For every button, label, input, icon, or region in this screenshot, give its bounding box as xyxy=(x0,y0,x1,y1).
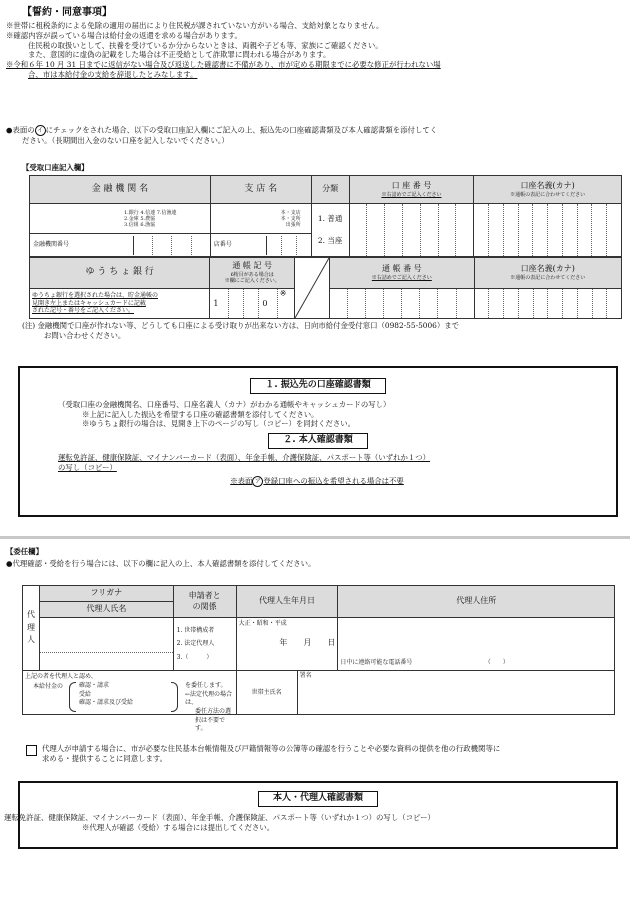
yucho-symbol-digit: 1 xyxy=(213,298,219,308)
account-section-title: 【受取口座記入欄】 xyxy=(22,163,89,172)
holder-header xyxy=(474,176,622,204)
doc-exemption-text: 登録口座への振込を希望される場合は不要 xyxy=(263,476,404,486)
yucho-number-header xyxy=(330,258,474,289)
oath-item: ※世帯に租税条約による免除の適用の届出により住民税が課されていない方がいる場合、支給対象となりません。 xyxy=(6,21,384,30)
category-header: 分類 xyxy=(311,176,349,204)
proxy-section-title: 【委任欄】 xyxy=(6,547,43,556)
consent-line: 代理人が申請する場合に、市が必要な住民基本台帳情報及び戸籍情報等の公簿等の確認を行うことや必要な資料の提供を他の行政機関等に xyxy=(42,744,501,753)
relation-option[interactable]: 3.（ ） xyxy=(176,653,213,661)
yucho-holder-header xyxy=(474,258,621,289)
relation-option[interactable]: 1. 世帯構成者 xyxy=(176,626,215,634)
yucho-desc-line: 見開き左上またはキャッシュカードに記載 xyxy=(32,299,146,307)
account-number-header xyxy=(349,176,474,204)
proxy-side-text: 代理人 xyxy=(26,609,35,645)
bank-name-header: 金 融 機 関 名 xyxy=(30,176,211,204)
doc-text-2 xyxy=(20,453,616,487)
delegation-text xyxy=(185,682,236,734)
bank-instruction-text: にチェックをされた場合、以下の受取口座記入欄にご記入の上、振込先の口座確認書類及び本人確認書類を添付してく xyxy=(45,125,438,135)
oath-title: 【誓約・同意事項】 xyxy=(22,7,112,18)
bank-code-label: 金融機関番号 xyxy=(33,241,70,249)
yucho-holder-note: ※通帳の表記に合わせてください xyxy=(510,275,586,282)
oath-item: 住民税の取扱いとして、扶養を受けているか分からないときは、両親や子ども等、家族にご確認ください。 xyxy=(28,40,383,50)
branch-name-header: 支 店 名 xyxy=(210,176,311,204)
delegation-label: 本給付金の xyxy=(33,683,64,690)
delegation-option[interactable]: 受給 xyxy=(79,690,92,698)
delegation-text-line: 委任方法の選択は不要です。 xyxy=(195,708,232,733)
doc-exemption-prefix: ※表面 xyxy=(230,476,253,486)
ymd-label: 年 月 日 xyxy=(279,637,336,647)
holder-input[interactable] xyxy=(474,204,622,257)
right-bracket xyxy=(171,682,178,712)
yucho-holder-input[interactable] xyxy=(474,288,621,319)
proxy-intro: ●代理確認・受給を行う場合には、以下の欄に記入の上、本人確認書類を添付してください。 xyxy=(6,559,316,568)
proxy-name-input[interactable] xyxy=(39,618,173,671)
yucho-number-note: ※右詰めでご記入ください xyxy=(371,275,432,282)
proxy-side-label xyxy=(23,586,40,671)
head-label: 世帯主氏名 xyxy=(237,671,298,714)
id-box-title: 本人・代理人確認書類 xyxy=(258,791,378,807)
consent-text xyxy=(42,744,622,764)
doc-title-1: １. 振込先の口座確認書類 xyxy=(250,378,386,394)
doc-text-1 xyxy=(20,400,616,429)
furigana-header: フリガナ xyxy=(39,586,173,602)
oath-deadline-cont: 合、市は本給付金の支給を辞退したとみなします。 xyxy=(28,69,198,79)
yucho-holder-label: 口座名義(カナ) xyxy=(520,264,575,274)
delegation-cell xyxy=(23,671,237,733)
oath-item: また、意図的に虚偽の記載をした場合は不正受給として詐欺罪に問われる場合があります。 xyxy=(28,50,331,60)
head-of-household-cell xyxy=(236,671,614,715)
yucho-desc-line: された記号・番号をご記入ください。 xyxy=(32,307,135,314)
doc-text-line: の写し（コピー） xyxy=(58,462,117,472)
account-note xyxy=(22,321,622,341)
delegation-text-line: を委任します。 xyxy=(185,682,227,689)
yucho-symbol-label: 通 帳 記 号 xyxy=(232,261,273,271)
account-note-line: お問い合わせください。 xyxy=(44,330,126,340)
era-options[interactable]: 大正・昭和・平成 xyxy=(238,620,287,627)
category-checking[interactable]: 2. 当座 xyxy=(317,236,343,245)
yucho-number-label: 通 帳 番 号 xyxy=(381,264,422,274)
holder-label: 口座名義(カナ) xyxy=(520,181,575,191)
relation-option[interactable]: 2. 法定代理人 xyxy=(176,640,215,648)
yucho-divider xyxy=(295,258,330,319)
relation-header xyxy=(173,586,236,618)
birthdate-input[interactable] xyxy=(236,618,338,671)
yucho-description xyxy=(30,288,210,319)
yucho-desc-line: ゆうちょ銀行を選択された場合は、貯金通帳の xyxy=(32,292,159,299)
id-documents-box xyxy=(4,781,618,849)
account-note-line: (注) 金融機関で口座が作れない等、どうしても口座による受け取りが出来ない方は、日向市給付金受付窓口（0982-55-5006）まで xyxy=(22,321,460,330)
delegation-intro: 上記の者を代理人と認め、 xyxy=(25,673,97,680)
address-header: 代理人住所 xyxy=(338,586,615,618)
yucho-title: ゆ う ち ょ 銀 行 xyxy=(30,258,210,289)
documents-box xyxy=(18,366,618,517)
signature-label: 署名 xyxy=(299,672,312,679)
relation-header-line: 申請者と xyxy=(188,590,221,600)
relation-header-line: の関係 xyxy=(192,601,217,611)
diagonal-slash xyxy=(295,258,329,318)
branch-type: 本・支所 xyxy=(280,215,301,222)
yucho-symbol-header xyxy=(210,258,295,289)
proxy-name-header: 代理人氏名 xyxy=(39,602,173,618)
branch-code-field[interactable] xyxy=(210,234,311,257)
id-box-note: ※代理人が確認（受給）する場合には提出してください。 xyxy=(82,822,275,832)
account-number-input[interactable] xyxy=(349,204,474,257)
address-input[interactable] xyxy=(338,618,615,671)
head-signature-input[interactable] xyxy=(298,671,614,714)
mark-i: イ xyxy=(35,125,46,136)
branch-code-label: 店番号 xyxy=(213,241,232,249)
doc-exemption-note xyxy=(58,476,616,487)
id-box-text: 運転免許証、健康保険証、マイナンバーカード（表面）、年金手帳、介護保険証、パスポート等（いずれか１つ）の写し（コピー） xyxy=(4,812,435,822)
phone-label: 日中に連絡可能な電話番号 xyxy=(340,659,413,667)
delegation-options[interactable] xyxy=(79,682,133,708)
oath-items xyxy=(6,21,626,80)
category-choice[interactable] xyxy=(311,204,349,257)
bank-type: 2.金庫 5.農協 xyxy=(124,215,156,222)
bank-instruction-prefix: ●表面の xyxy=(6,125,35,135)
account-number-note: ※右詰めでご記入ください xyxy=(381,191,442,198)
phone-input[interactable]: （ ） xyxy=(484,659,509,667)
bank-instruction xyxy=(6,125,626,146)
proxy-furigana-input[interactable] xyxy=(40,636,173,653)
branch-type: 本・支店 xyxy=(280,209,301,216)
branch-name-field[interactable] xyxy=(210,204,311,234)
consent-checkbox[interactable] xyxy=(26,745,37,756)
doc-text-line: （受取口座の金融機関名、口座番号、口座名義人（カナ）がわかる通帳やキャッシュカードの写し） xyxy=(58,399,391,409)
yucho-symbol-digit: 0 xyxy=(258,289,276,318)
doc-text-line: 運転免許証、健康保険証、マイナンバーカード（表面）、年金手帳、介護保険証、パスポート等（いずれか１つ） xyxy=(58,453,431,463)
delegation-text-line: ←法定代理の場合は、 xyxy=(185,690,233,707)
yucho-extra-digit[interactable]: ※ xyxy=(277,289,294,318)
doc-text-line: ※上記に記入した振込を希望する口座の確認書類を添付してください。 xyxy=(82,409,319,419)
birth-header: 代理人生年月日 xyxy=(236,586,338,618)
doc-title-2: ２. 本人確認書類 xyxy=(268,433,368,449)
bank-code-field[interactable] xyxy=(30,234,211,257)
relation-options[interactable] xyxy=(173,618,236,671)
delegation-option[interactable]: 確認・請求 xyxy=(79,682,110,689)
category-ordinary[interactable]: 1. 普通 xyxy=(317,214,343,224)
account-number-label: 口 座 番 号 xyxy=(391,181,432,191)
bank-type: 3.信組 6.漁協 xyxy=(124,221,156,228)
section-divider xyxy=(0,536,630,539)
consent-line: 求める・提供することに同意します。 xyxy=(42,753,168,763)
left-bracket xyxy=(69,682,76,712)
mark-a: ア xyxy=(252,476,263,487)
delegation-option[interactable]: 確認・請求及び受給 xyxy=(79,699,134,707)
proxy-table xyxy=(22,585,615,733)
oath-item: ※確認内容が誤っている場合は給付金の返還を求める場合があります。 xyxy=(6,30,242,40)
bank-instruction-text-cont: ださい。（長期間出入金のない口座を記入しないでください。） xyxy=(22,136,229,145)
bank-name-field[interactable] xyxy=(30,204,211,234)
yucho-number-input[interactable] xyxy=(330,288,474,319)
yucho-symbol-input[interactable] xyxy=(210,288,295,319)
yucho-symbol-note: 6桁目がある場合は xyxy=(230,272,274,279)
doc-text-line: ※ゆうちょ銀行の場合は、見開き上下のページの写し（コピー）を同封ください。 xyxy=(82,419,356,429)
bank-account-table xyxy=(29,175,622,257)
yucho-symbol-note: ※欄にご記入ください。 xyxy=(224,278,280,285)
oath-deadline: ※令和６年 10 月 31 日までに返信がない場合及び返送した確認書に不備があり、市が定める期限までに必要な修正が行われない場 xyxy=(6,60,441,70)
bank-type: 1.銀行 4.信連 7.信漁連 xyxy=(124,209,177,216)
holder-note: ※通帳の表記に合わせてください xyxy=(510,191,586,198)
yucho-table xyxy=(29,257,622,319)
branch-type: 出張所 xyxy=(285,221,301,228)
